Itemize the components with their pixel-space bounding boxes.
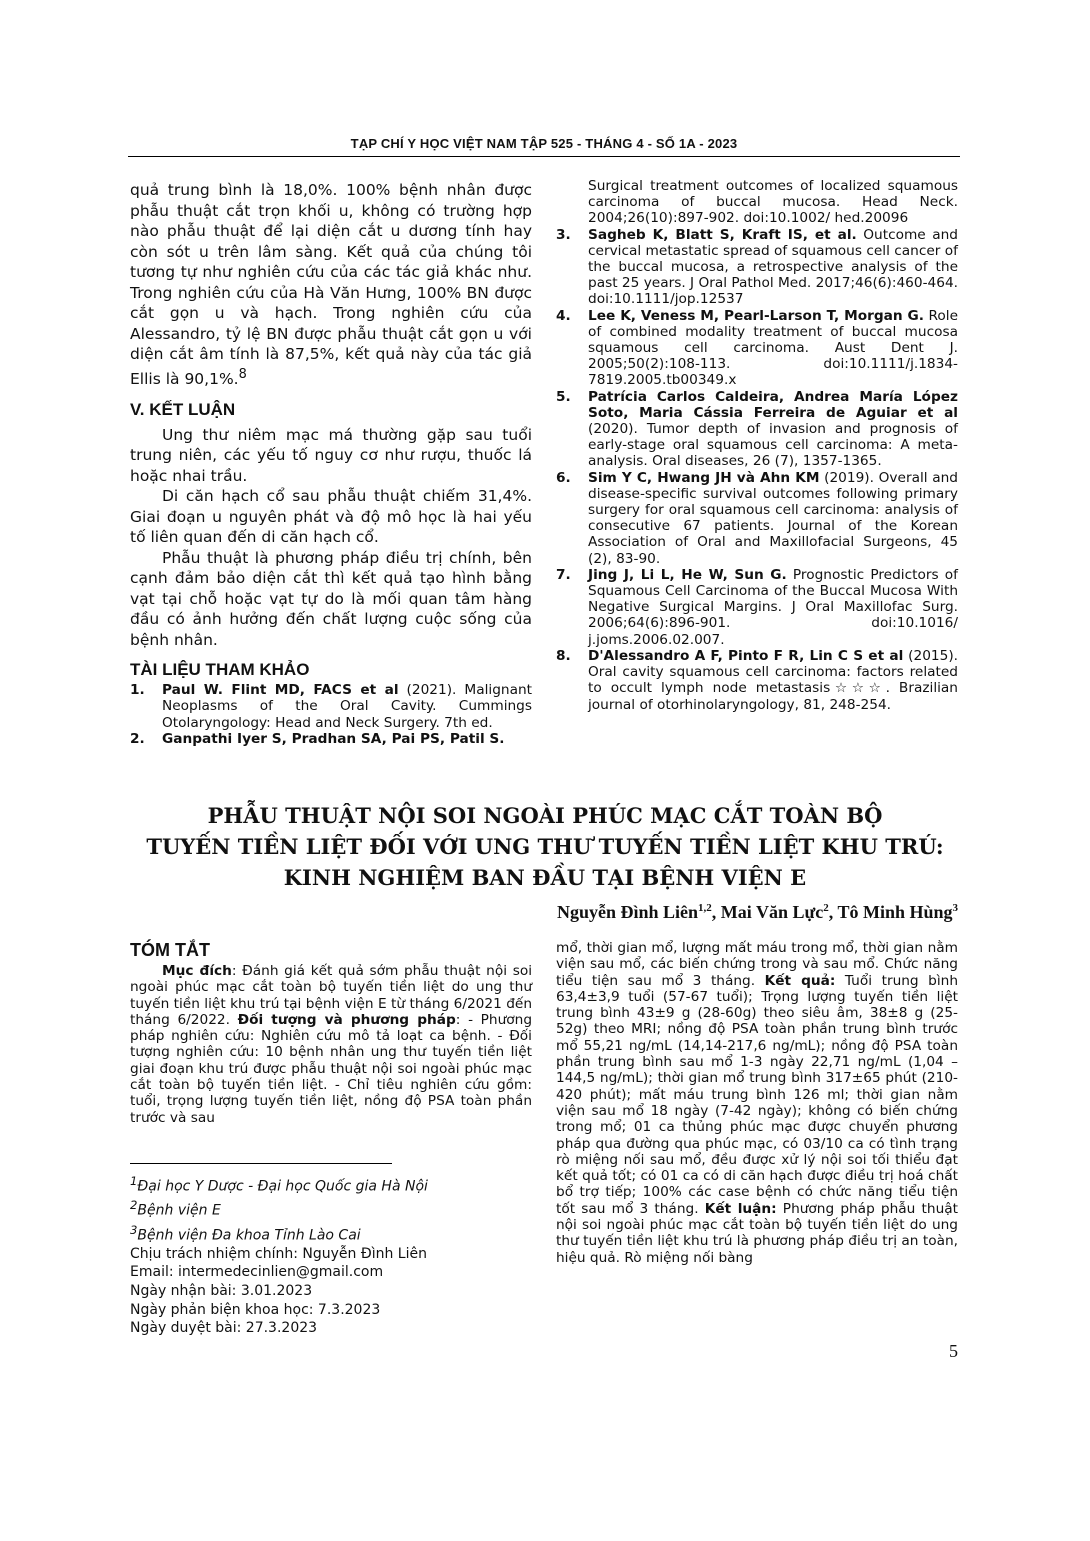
reference-item: 2. Ganpathi Iyer S, Pradhan SA, Pai PS, Patil S. — [130, 730, 505, 747]
page-number: 5 — [949, 1341, 958, 1361]
article-title — [110, 800, 980, 893]
reference-item: 4. Lee K, Veness M, Pearl-Larson T, Morgan G. Role of combined modality treatment of buccal mucosa squamous cell carcinoma. Aust Dent J. 2005;50(2):108-113. doi:10.1111/j.1834-7819.2005.tb00349.x — [556, 307, 958, 389]
reference-item: 5. Patrícia Carlos Caldeira, Andrea María López Soto, Maria Cássia Ferreira de Aguiar et al (2020). Tumor depth of invasion and prognosis of early-stage oral squamous cell carcinoma: A meta-analysis. Oral diseases, 26 (7), 1357-1365. — [556, 388, 958, 470]
reference-item: 6. Sim Y C, Hwang JH và Ahn KM (2019). Overall and disease-specific survival outcomes following primary surgery for oral squamous cell carcinoma: analysis of consecutive 67 patients. Journal of the Korean Association of Oral and Maxillofacial Surgeons, 45 (2), 83-90. — [556, 469, 958, 567]
discussion-paragraph: quả trung bình là 18,0%. 100% bệnh nhân được phẫu thuật cắt trọn khối u, không có trường hợp nào phẫu thuật để lại diện cắt u dương tính hay còn sót u trên lâm sàng. Kết quả của chúng tôi tương tự như nghiên cứu của các tác giả khác như. Trong nghiên cứu của Hà Văn Hưng, 100% BN được cắt gọn u và hạch. Trong nghiên cứu của Alessandro, tỷ lệ BN được phẫu thuật cắt gọn u với diện cắt âm tính là 87,5%, kết quả này của tác giả Ellis là 90,1%.$^8$ — [130, 181, 532, 388]
left-column — [130, 180, 532, 747]
abstract-heading: TÓM TẮT — [130, 940, 210, 960]
review-date: Ngày phản biện khoa học: 7.3.2023 — [130, 1301, 381, 1318]
footnotes — [130, 1172, 532, 1338]
header-rule — [128, 156, 960, 157]
conclusion-heading: V. KẾT LUẬN — [130, 400, 236, 420]
abstract-left: Mục đích: Đánh giá kết quả sớm phẫu thuật nội soi ngoài phúc mạc cắt toàn bộ tuyến tiền liệt do ung thư tuyến tiền liệt khu trú tại bệnh viện E từ tháng 6/2021 đến tháng 6/2022. Đối tượng và phương pháp: - Phương pháp nghiên cứu: Nghiên cứu mô tả loạt ca bệnh. - Đối tượng nghiên cứu: 10 bệnh nhân ung thư tuyến tiền liệt giai đoạn khu trú được phẫu thuật nội soi ngoài phúc mạc cắt toàn bộ tuyến tiền liệt. - Chỉ tiêu nghiên cứu gồm: tuổi, trọng lượng tuyến tiền liệt, nồng độ PSA toàn phần trước và sau — [130, 963, 533, 1126]
references-list-left — [130, 682, 532, 747]
affiliation-1: $^1$Đại học Y Dược - Đại học Quốc gia Hà Nội — [130, 1174, 428, 1195]
reference-item: 8. D'Alessandro A F, Pinto F R, Lin C S et al (2015). Oral cavity squamous cell carcinoma: factors related to occult lymph node metastasis☆☆☆. Brazilian journal of otorhinolaryngology, 81, 248-254. — [556, 647, 959, 713]
title-line-2: TUYẾN TIỀN LIỆT ĐỐI VỚI UNG THƯ TUYẾN TIỀN LIỆT KHU TRÚ: — [146, 834, 944, 859]
affiliation-3: $^3$Bệnh viện Đa khoa Tỉnh Lào Cai — [130, 1222, 361, 1244]
email: Email: intermedecinlien@gmail.com — [130, 1264, 384, 1281]
reference-continuation: Surgical treatment outcomes of localized squamous carcinoma of buccal mucosa. Head Neck. 2004;26(10):897-902. doi:10.1002/ hed.20096 — [588, 178, 958, 227]
footnote-rule — [130, 1163, 392, 1164]
abstract-right: mổ, thời gian mổ, lượng mất máu trong mổ, thời gian nằm viện sau mổ, các biến chứng trong và sau mổ. Chức năng tiểu tiện sau mổ 3 tháng. Kết quả: Tuổi trung bình 63,4±3,9 tuổi (57-67 tuổi); Trọng lượng tuyến tiền liệt trung bình 43±9 g (28-60g) theo siêu âm, 38±8 g (25-52g) theo MRI; nồng độ PSA toàn phần trung bình trước mổ 55,21 ng/mL (14,14-217,6 ng/mL); nồng độ PSA toàn phần trung bình sau mổ 1-3 ngày 22,71 ng/mL (1,04 – 144,5 ng/mL); thời gian mổ trung bình 317±65 phút (210-420 phút); mất máu trung bình 126 ml; thời gian nằm viện sau mổ 18 ngày (7-42 ngày); không có biến chứng trong mổ; 01 ca thủng phúc mạc được chuyển phương pháp qua đường qua phúc mạc, có 03/10 ca có tình trạng rò miệng nối sau mổ, đều được xử lý nội soi tối thiểu đạt kết quả tốt; có 01 ca có di căn hạch được điều trị hoá chất bổ trợ tiếp; 100% các case bệnh có chức năng tiểu tiện tốt sau mổ 3 tháng. Kết luận: Phương pháp phẫu thuật nội soi ngoài phúc mạc cắt toàn bộ tuyến tiền liệt do ung thư tuyến tiền liệt khu trú là phương pháp điều trị an toàn, hiệu quả. Rò miệng nối bàng — [556, 940, 959, 1266]
references-heading: TÀI LIỆU THAM KHẢO — [130, 660, 310, 680]
corresponding-author: Chịu trách nhiệm chính: Nguyễn Đình Liên — [130, 1245, 427, 1262]
conclusion-paragraph-2: Di căn hạch cổ sau phẫu thuật chiếm 31,4%. Giai đoạn u nguyên phát và độ mô học là hai yếu tố liên quan đến di căn hạch cổ. — [130, 487, 532, 547]
conclusion-paragraph-3: Phẫu thuật là phương pháp điều trị chính, bên cạnh đảm bảo diện cắt thì kết quả tạo hình bằng vạt tại chỗ hoặc vạt tự do là mối quan tâm hàng đầu có ảnh hưởng đến chất lượng cuộc sống của bệnh nhân. — [130, 548, 532, 649]
title-line-3: KINH NGHIỆM BAN ĐẦU TẠI BỆNH VIỆN E — [283, 865, 807, 890]
author-line: Nguyễn Đình Liên$^{1,2}$, Mai Văn Lực$^2$, Tô Minh Hùng$^3$ — [556, 902, 958, 922]
title-line-1: PHẪU THUẬT NỘI SOI NGOÀI PHÚC MẠC CẮT TOÀN BỘ — [207, 803, 883, 828]
reference-item: 1. Paul W. Flint MD, FACS et al (2021). Malignant Neoplasms of the Oral Cavity. Cummings Otolaryngology: Head and Neck Surgery. 7th ed. — [130, 682, 533, 731]
conclusion-paragraph-1: Ung thư niêm mạc má thường gặp sau tuổi trung niên, các yếu tố nguy cơ như rượu, thuốc lá hoặc nhai trầu. — [130, 425, 532, 485]
reference-item: 7. Jing J, Li L, He W, Sun G. Prognostic Predictors of Squamous Cell Carcinoma of the Buccal Mucosa With Negative Surgical Margins. J Oral Maxillofac Surg. 2006;64(6):896-901. doi:10.1016/ j.joms.2006.02.007. — [556, 566, 958, 648]
citation-sup: 8 — [238, 366, 247, 382]
affiliation-2: $^2$Bệnh viện E — [130, 1198, 221, 1219]
journal-header: TẠP CHÍ Y HỌC VIỆT NAM TẬP 525 - THÁNG 4 - SỐ 1A - 2023 — [350, 136, 738, 151]
reference-item: 3. Sagheb K, Blatt S, Kraft IS, et al. Outcome and cervical metastatic spread of squamous cell cancer of the buccal mucosa, a retrospective analysis of the past 25 years. J Oral Pathol Med. 2017;46(6):460-464. doi:10.1111/jop.12537 — [556, 226, 959, 308]
received-date: Ngày nhận bài: 3.01.2023 — [130, 1282, 313, 1299]
accepted-date: Ngày duyệt bài: 27.3.2023 — [130, 1320, 318, 1337]
right-column-references — [556, 178, 958, 713]
